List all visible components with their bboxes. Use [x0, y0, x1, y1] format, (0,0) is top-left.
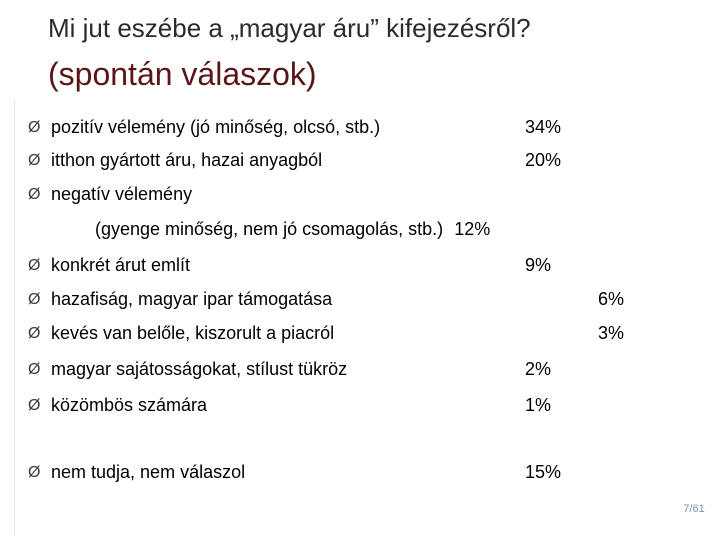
arrow-bullet-icon: Ø	[28, 325, 41, 342]
item-label: kevés van belőle, kiszorult a piacról	[51, 323, 335, 343]
list-item	[28, 117, 668, 143]
item-percent: 1%	[525, 395, 552, 415]
item-label: konkrét árut említ	[51, 255, 191, 275]
list-item	[28, 359, 668, 385]
left-divider-line	[14, 100, 15, 535]
slide-title: Mi jut eszébe a „magyar áru” kifejezésről?	[48, 13, 531, 43]
arrow-bullet-icon: Ø	[28, 119, 41, 136]
list-item	[28, 289, 668, 315]
arrow-bullet-icon: Ø	[28, 361, 41, 378]
item-label: nem tudja, nem válaszol	[51, 462, 246, 482]
arrow-bullet-icon: Ø	[28, 291, 41, 308]
list-item	[28, 323, 668, 349]
negative-detail-text: (gyenge minőség, nem jó csomagolás, stb.)	[95, 219, 444, 239]
arrow-bullet-icon: Ø	[28, 257, 41, 274]
arrow-bullet-icon: Ø	[28, 464, 41, 481]
item-label: pozitív vélemény (jó minőség, olcsó, stb.)	[51, 117, 381, 137]
item-percent: 15%	[525, 462, 562, 482]
negative-detail-line	[95, 219, 490, 240]
item-percent: 3%	[598, 323, 625, 343]
list-item	[28, 255, 668, 281]
item-percent: 34%	[525, 117, 562, 137]
list-item	[28, 462, 668, 488]
slide-subtitle: (spontán válaszok)	[48, 56, 317, 92]
list-item	[28, 150, 668, 176]
list-item	[28, 184, 668, 210]
item-label: magyar sajátosságokat, stílust tükröz	[51, 359, 348, 379]
item-label: itthon gyártott áru, hazai anyagból	[51, 150, 323, 170]
item-label: negatív vélemény	[51, 184, 193, 204]
item-percent: 6%	[598, 289, 625, 309]
arrow-bullet-icon: Ø	[28, 152, 41, 169]
page-number: 7/61	[683, 503, 705, 515]
item-label: közömbös számára	[51, 395, 208, 415]
item-percent: 9%	[525, 255, 552, 275]
negative-percent: 12%	[454, 219, 491, 239]
arrow-bullet-icon: Ø	[28, 397, 41, 414]
list-item	[28, 395, 668, 421]
arrow-bullet-icon: Ø	[28, 186, 41, 203]
item-percent: 2%	[525, 359, 552, 379]
item-label: hazafiság, magyar ipar támogatása	[51, 289, 333, 309]
item-percent: 20%	[525, 150, 562, 170]
